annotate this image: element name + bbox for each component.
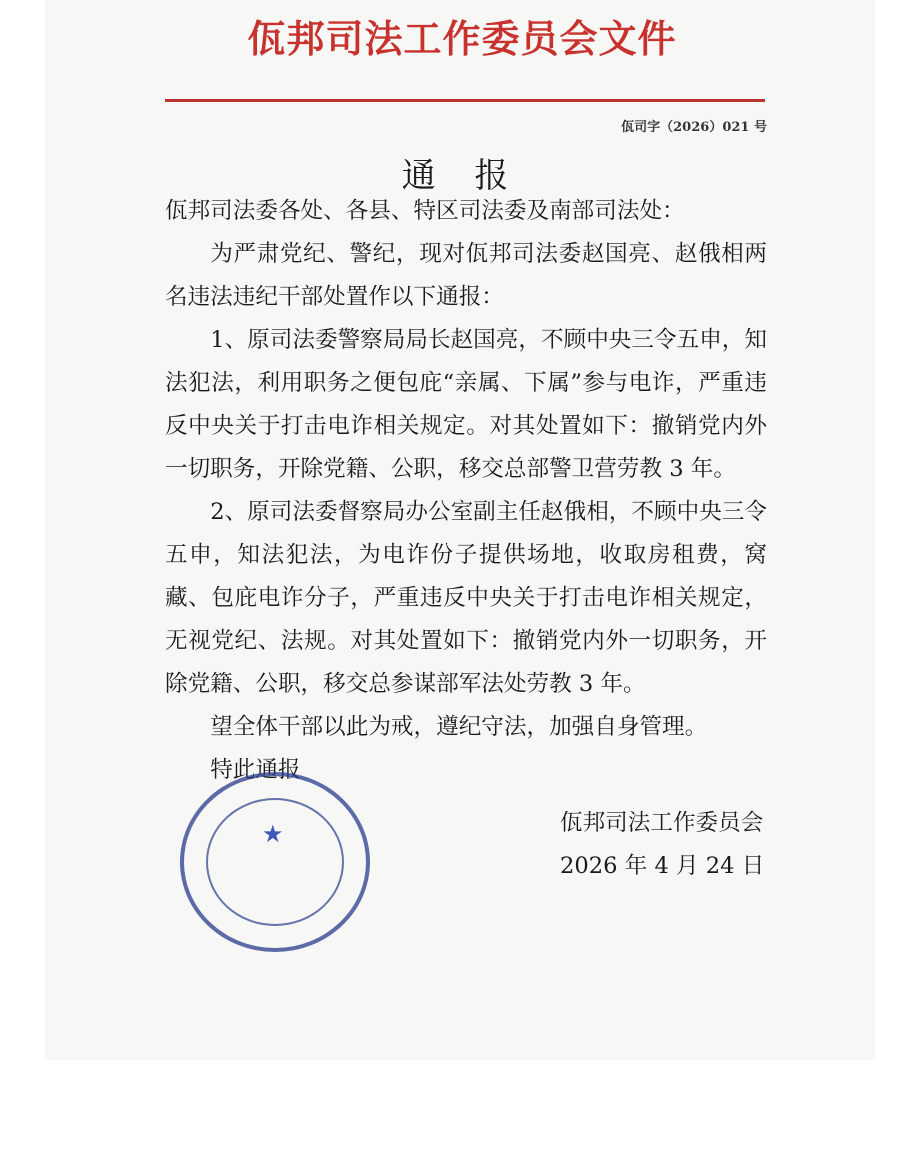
seal-star-icon: ★ bbox=[262, 820, 284, 848]
signature-block bbox=[165, 802, 767, 888]
issue-date: 2026 年 4 月 24 日 bbox=[560, 853, 765, 879]
paragraph-intro: 为严肃党纪、警纪，现对佤邦司法委赵国亮、赵俄相两名违法违纪干部处置作以下通报： bbox=[165, 241, 767, 310]
header-divider bbox=[165, 99, 765, 102]
paragraph-item-1: 1、原司法委警察局局长赵国亮，不顾中央三令五申，知法犯法，利用职务之便包庇“亲属、下属”参与电诈，严重违反中央关于打击电诈相关规定。对其处置如下：撤销党内外一切职务，开除党籍、公职，移交总部警卫营劳教 3 年。 bbox=[165, 327, 767, 482]
salutation: 佤邦司法委各处、各县、特区司法委及南部司法处： bbox=[165, 198, 685, 224]
paragraph-closing: 特此通报 bbox=[210, 757, 301, 783]
paragraph-warning: 望全体干部以此为戒，遵纪守法，加强自身管理。 bbox=[210, 714, 708, 740]
notice-body bbox=[165, 190, 767, 888]
paragraph-item-2: 2、原司法委督察局办公室副主任赵俄相，不顾中央三令五申，知法犯法，为电诈份子提供场地，收取房租费，窝藏、包庇电诈分子，严重违反中央关于打击电诈相关规定，无视党纪、法规。对其处置如下：撤销党内外一切职务，开除党籍、公职，移交总参谋部军法处劳教 3 年。 bbox=[165, 499, 767, 697]
document-header-title: 佤邦司法工作委员会文件 bbox=[247, 16, 677, 61]
document-number: 佤司字（2026）021 号 bbox=[621, 120, 767, 135]
official-seal bbox=[180, 772, 370, 952]
seal-inner-ring bbox=[206, 798, 344, 926]
signature-organization: 佤邦司法工作委员会 bbox=[560, 810, 764, 836]
notice-title: 通 报 bbox=[401, 156, 523, 196]
